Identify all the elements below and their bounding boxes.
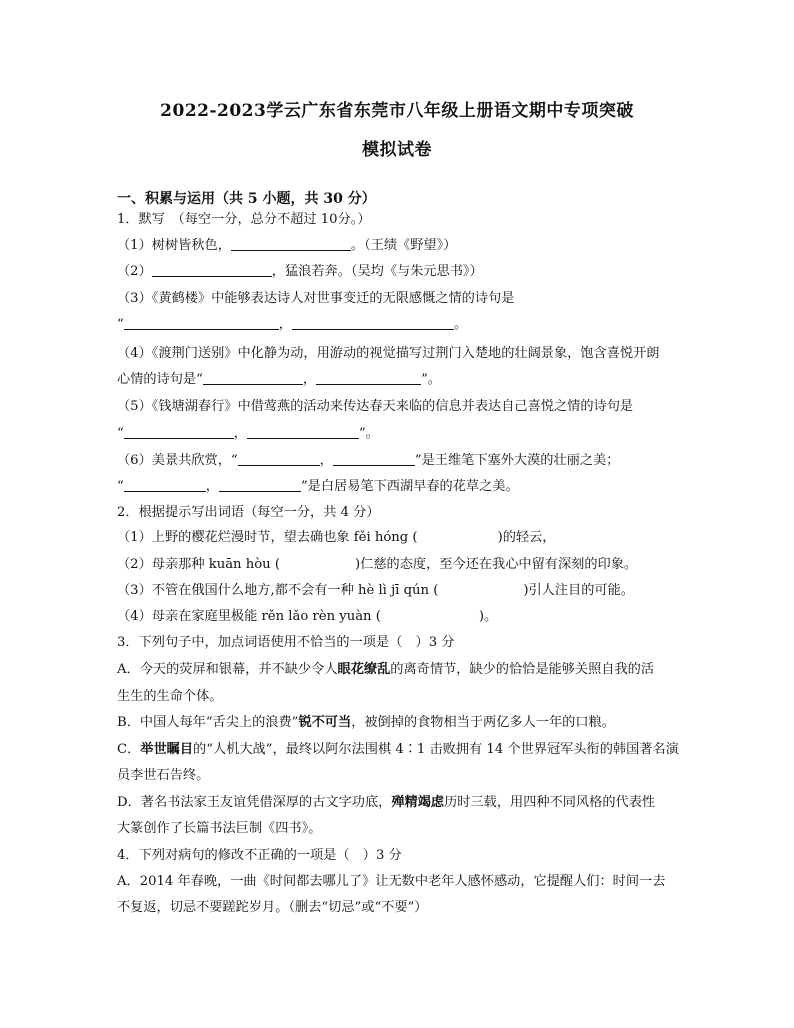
answer-blank[interactable]: [247, 425, 359, 439]
option-text: D．著名书法家王友谊凭借深厚的古文字功底，: [117, 795, 392, 810]
answer-blank[interactable]: [124, 316, 279, 330]
q1-item-2-pre: （2）: [117, 264, 152, 279]
q1-item-2-post: ，猛浪若奔。（吴均《与朱元思书》）: [271, 264, 483, 279]
q3-option-c: [117, 741, 679, 759]
close-quote: ”。: [358, 426, 379, 441]
q3-option-a: [117, 661, 654, 679]
answer-blank[interactable]: [316, 371, 421, 385]
open-quote: “: [117, 479, 124, 494]
q1-item-3-answer: [117, 316, 467, 334]
q2-item-3-pre: （3）不管在俄国什么地方,都不会有一种 hè lì jī qún (: [117, 583, 439, 598]
q1-item-6b-post: ”是白居易笔下西湖早春的花草之美。: [300, 479, 519, 494]
exam-subtitle: 模拟试卷: [362, 140, 432, 160]
option-text: B．中国人每年“舌尖上的浪费”: [117, 715, 299, 730]
q2-item-1-post: )的轻云，: [497, 530, 556, 545]
option-text: 历时三载，用四种不同风格的代表性: [444, 795, 656, 810]
q1-item-1-post: 。（王绩《野望》）: [350, 238, 457, 253]
q3-option-c-line2: 员李世石告终。: [117, 768, 210, 783]
q1-item-4-pre: 心情的诗句是“: [117, 372, 203, 387]
q2-item-1: [117, 529, 555, 547]
q2-item-4: [117, 608, 497, 626]
option-text: ，被倒掉的食物相当于两亿多人一年的口粮。: [351, 715, 615, 730]
q1-item-6-line2: [117, 478, 519, 496]
q2-item-2: [117, 556, 637, 574]
dotted-word: 殚精竭虑: [391, 795, 445, 810]
answer-blank[interactable]: [124, 425, 234, 439]
option-text: 的“人机大战”，最终以阿尔法围棋 4∶1 击败拥有 14 个世界冠军头衔的韩国著名演: [193, 742, 679, 757]
q4-option-a-line2: 不复返，切忌不要蹉跎岁月。（删去“切忌”或“不要”）: [117, 900, 428, 915]
q2-item-3-post: )引人注目的可能。: [523, 583, 634, 598]
comma: ，: [319, 453, 333, 468]
q1-item-6-post: ”是王维笔下塞外大漠的壮丽之美；: [414, 453, 620, 468]
option-text: C．: [117, 742, 141, 757]
q3-option-a-line2: 生生的生命个体。: [117, 689, 223, 704]
comma: ，: [278, 317, 292, 332]
q2-item-3: [117, 582, 634, 600]
q1-item-1: [117, 237, 456, 255]
q4-stem: 4．下列对病句的修改不正确的一项是（ ）3 分: [117, 848, 402, 863]
dotted-word: 锐不可当: [298, 715, 352, 730]
answer-blank[interactable]: [219, 478, 301, 492]
q1-item-4: （4）《渡荆门送别》中化静为动，用游动的视觉描写过荆门入楚地的壮阔景象，饱含喜悦开朗: [117, 346, 660, 361]
section-heading: 一、积累与运用（共 5 小题，共 30 分）: [117, 191, 376, 207]
answer-blank[interactable]: [152, 263, 272, 277]
q1-item-1-pre: （1）树树皆秋色，: [117, 238, 231, 253]
answer-blank[interactable]: [292, 316, 454, 330]
dotted-word: 眼花缭乱: [337, 662, 391, 677]
answer-blank[interactable]: [203, 371, 303, 385]
q1-stem: 1．默写 （每空一分，总分不超过 10分。）: [117, 212, 371, 227]
open-quote: “: [117, 317, 124, 332]
q2-item-4-pre: （4）母亲在家庭里极能 rěn lǎo rèn yuàn (: [117, 609, 381, 624]
q1-item-6: [117, 452, 619, 470]
q3-stem: 3．下列句子中，加点词语使用不恰当的一项是（ ）3 分: [117, 635, 455, 650]
q2-stem: 2．根据提示写出词语（每空一分，共 4 分）: [117, 505, 380, 520]
comma: ，: [302, 372, 317, 387]
q3-option-d: [117, 794, 655, 812]
option-text: 的离奇情节，缺少的恰恰是能够关照自我的活: [390, 662, 655, 677]
q3-option-d-line2: 大篆创作了长篇书法巨制《四书》。: [117, 821, 322, 836]
answer-blank[interactable]: [124, 478, 206, 492]
q4-option-a: A．2014 年春晚，一曲《时间都去哪儿了》让无数中老年人感怀感动，它提醒人们：时间一去: [117, 874, 666, 889]
comma: ，: [233, 426, 247, 441]
q2-item-2-post: )仁慈的态度，至今还在我心中留有深刻的印象。: [355, 557, 638, 572]
period: 。: [453, 317, 468, 332]
comma: ，: [205, 479, 219, 494]
q1-item-5: （5）《钱塘湖春行》中借莺燕的活动来传达春天来临的信息并表达自己喜悦之情的诗句是: [117, 399, 634, 414]
q3-option-b: [117, 714, 615, 732]
q1-item-4-answer: [117, 371, 441, 389]
q2-item-1-pre: （1）上野的樱花烂漫时节，望去确也象 fěi hóng (: [117, 530, 418, 545]
close-quote: ”。: [421, 372, 441, 387]
exam-title: 2022-2023学云广东省东莞市八年级上册语文期中专项突破: [160, 101, 634, 121]
q1-item-3: （3）《黄鹤楼》中能够表达诗人对世事变迁的无限感慨之情的诗句是: [117, 291, 515, 306]
q1-item-6-pre: （6）美景共欣赏，“: [117, 453, 238, 468]
answer-blank[interactable]: [333, 452, 415, 466]
q1-item-5-answer: [117, 425, 379, 443]
q2-item-4-post: )。: [478, 609, 498, 624]
q2-item-2-pre: （2）母亲那种 kuān hòu (: [117, 557, 281, 572]
q1-item-2: [117, 263, 483, 281]
open-quote: “: [117, 426, 124, 441]
answer-blank[interactable]: [238, 452, 320, 466]
dotted-word: 举世瞩目: [140, 742, 194, 757]
option-text: A．今天的荧屏和银幕，并不缺少令人: [117, 662, 338, 677]
answer-blank[interactable]: [231, 237, 351, 251]
